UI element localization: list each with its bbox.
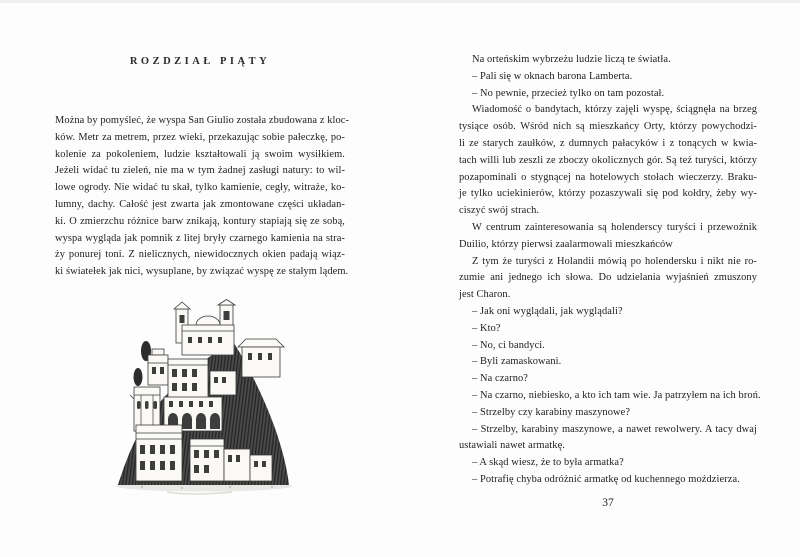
text-line: Z tym że turyści z Holandii mówią po holendersku i nikt nie ro- <box>472 255 757 267</box>
chapter-heading: ROZDZIAŁ PIĄTY <box>129 56 271 67</box>
text-line: lowe ogrody. Nie widać tu skał, tylko kamienie, cegły, witraże, ko- <box>55 182 345 194</box>
text-line: ki. O zmierzchu różnice barw znikają, kontury stapiają się ze sobą, <box>55 215 345 227</box>
left-page <box>55 0 350 557</box>
text-line: kolenie za pokoleniem, ludzie kształtowali ją swoim wysiłkiem. <box>55 148 345 160</box>
text-line: – Strzelby, karabiny maszynowe, a nawet rewolwery. A tacy dwaj <box>472 423 757 435</box>
text-line: pozapominali o stygnącej na hotelowych stołach wieczerzy. Braku- <box>459 171 757 183</box>
text-line: zumie ani jednego ich słowa. Do udzielania wyjaśnień zmuszony <box>459 272 757 284</box>
text-line: wyspa wygląda jak pomnik z litej bryły czarnego kamienia na stra- <box>55 232 345 244</box>
text-line: tysiące osób. Wśród nich są mieszkańcy Orty, którzy powychodzi- <box>459 121 757 133</box>
text-line: jest Charon. <box>459 289 511 301</box>
text-line: – Strzelby czy karabiny maszynowe? <box>472 406 631 418</box>
text-line: – No, ci bandyci. <box>472 339 545 351</box>
text-line: W centrum zainteresowania są holenderscy turyści i przewoźnik <box>472 221 757 233</box>
tower <box>148 349 168 385</box>
text-line: – Potrafię chyba odróżnić armatkę od kuchennego moździerza. <box>472 473 740 485</box>
text-line: ciszyć swój strach. <box>459 205 540 217</box>
text-line: ki światełek jak nici, wysuplane, by związać wyspę ze stałym lądem. <box>55 266 349 278</box>
text-line: je tylko uciekinierów, którzy pozaszywali się pod kołdry, żeby wy- <box>459 188 757 200</box>
tower <box>134 387 160 431</box>
text-line: tach willi lub zeszli ze zboczy okolicznych gór. Są też turyści, którzy <box>459 154 757 166</box>
house <box>190 439 224 481</box>
house <box>210 371 236 395</box>
page-number: 37 <box>602 497 614 509</box>
house <box>136 425 182 481</box>
text-line: lumny, dachy. Całość jest zwarta jak zmontowane części układan- <box>55 198 345 210</box>
island-illustration <box>112 299 295 495</box>
text-line: – A skąd wiesz, że to była armatka? <box>472 457 624 469</box>
text-line: – Kto? <box>472 322 501 334</box>
island-drawing-svg <box>112 299 295 495</box>
house <box>168 359 208 401</box>
text-line: ży ponurej toni. Z nielicznych, niewidocznych okien padają wiąz- <box>55 249 345 261</box>
left-page-text <box>55 113 350 281</box>
right-page-text <box>459 52 761 489</box>
text-line: – Jak oni wyglądali, jak wyglądali? <box>472 305 623 317</box>
text-line: Można by pomyśleć, że wyspa San Giulio została zbudowana z kloc- <box>55 115 350 126</box>
text-line: li ze starych zaułków, z dumnych pałacyków i z tonących w kwia- <box>459 137 757 149</box>
text-line: Na orteńskim wybrzeżu ludzie liczą te światła. <box>472 54 671 65</box>
right-page <box>459 0 761 557</box>
text-line: ków. Metr za metrem, przez wieki, przekazując sobie pałeczkę, po- <box>55 131 345 143</box>
text-line: – Pali się w oknach barona Lamberta. <box>472 70 633 82</box>
text-line: Duilio, którzy pierwsi zaalarmowali mieszkańców <box>459 238 673 250</box>
text-line: Wiadomość o bandytach, którzy zajęli wyspę, ściągnęła na brzeg <box>472 104 757 116</box>
text-line: – Na czarno? <box>472 373 529 385</box>
text-line: – No pewnie, przecież tylko on tam pozostał. <box>472 87 665 99</box>
text-line: Jeżeli widać tu zieleń, nie ma w tym żadnej zasługi natury: to wil- <box>55 165 345 177</box>
text-line: ustawiali nawet armatkę. <box>459 440 565 452</box>
text-line: – Na czarno, niebiesko, a kto ich tam wie. Ja patrzyłem na ich broń. <box>472 389 761 401</box>
house <box>238 339 284 377</box>
text-line: – Byli zamaskowani. <box>472 356 562 368</box>
tree-icon <box>134 368 143 386</box>
